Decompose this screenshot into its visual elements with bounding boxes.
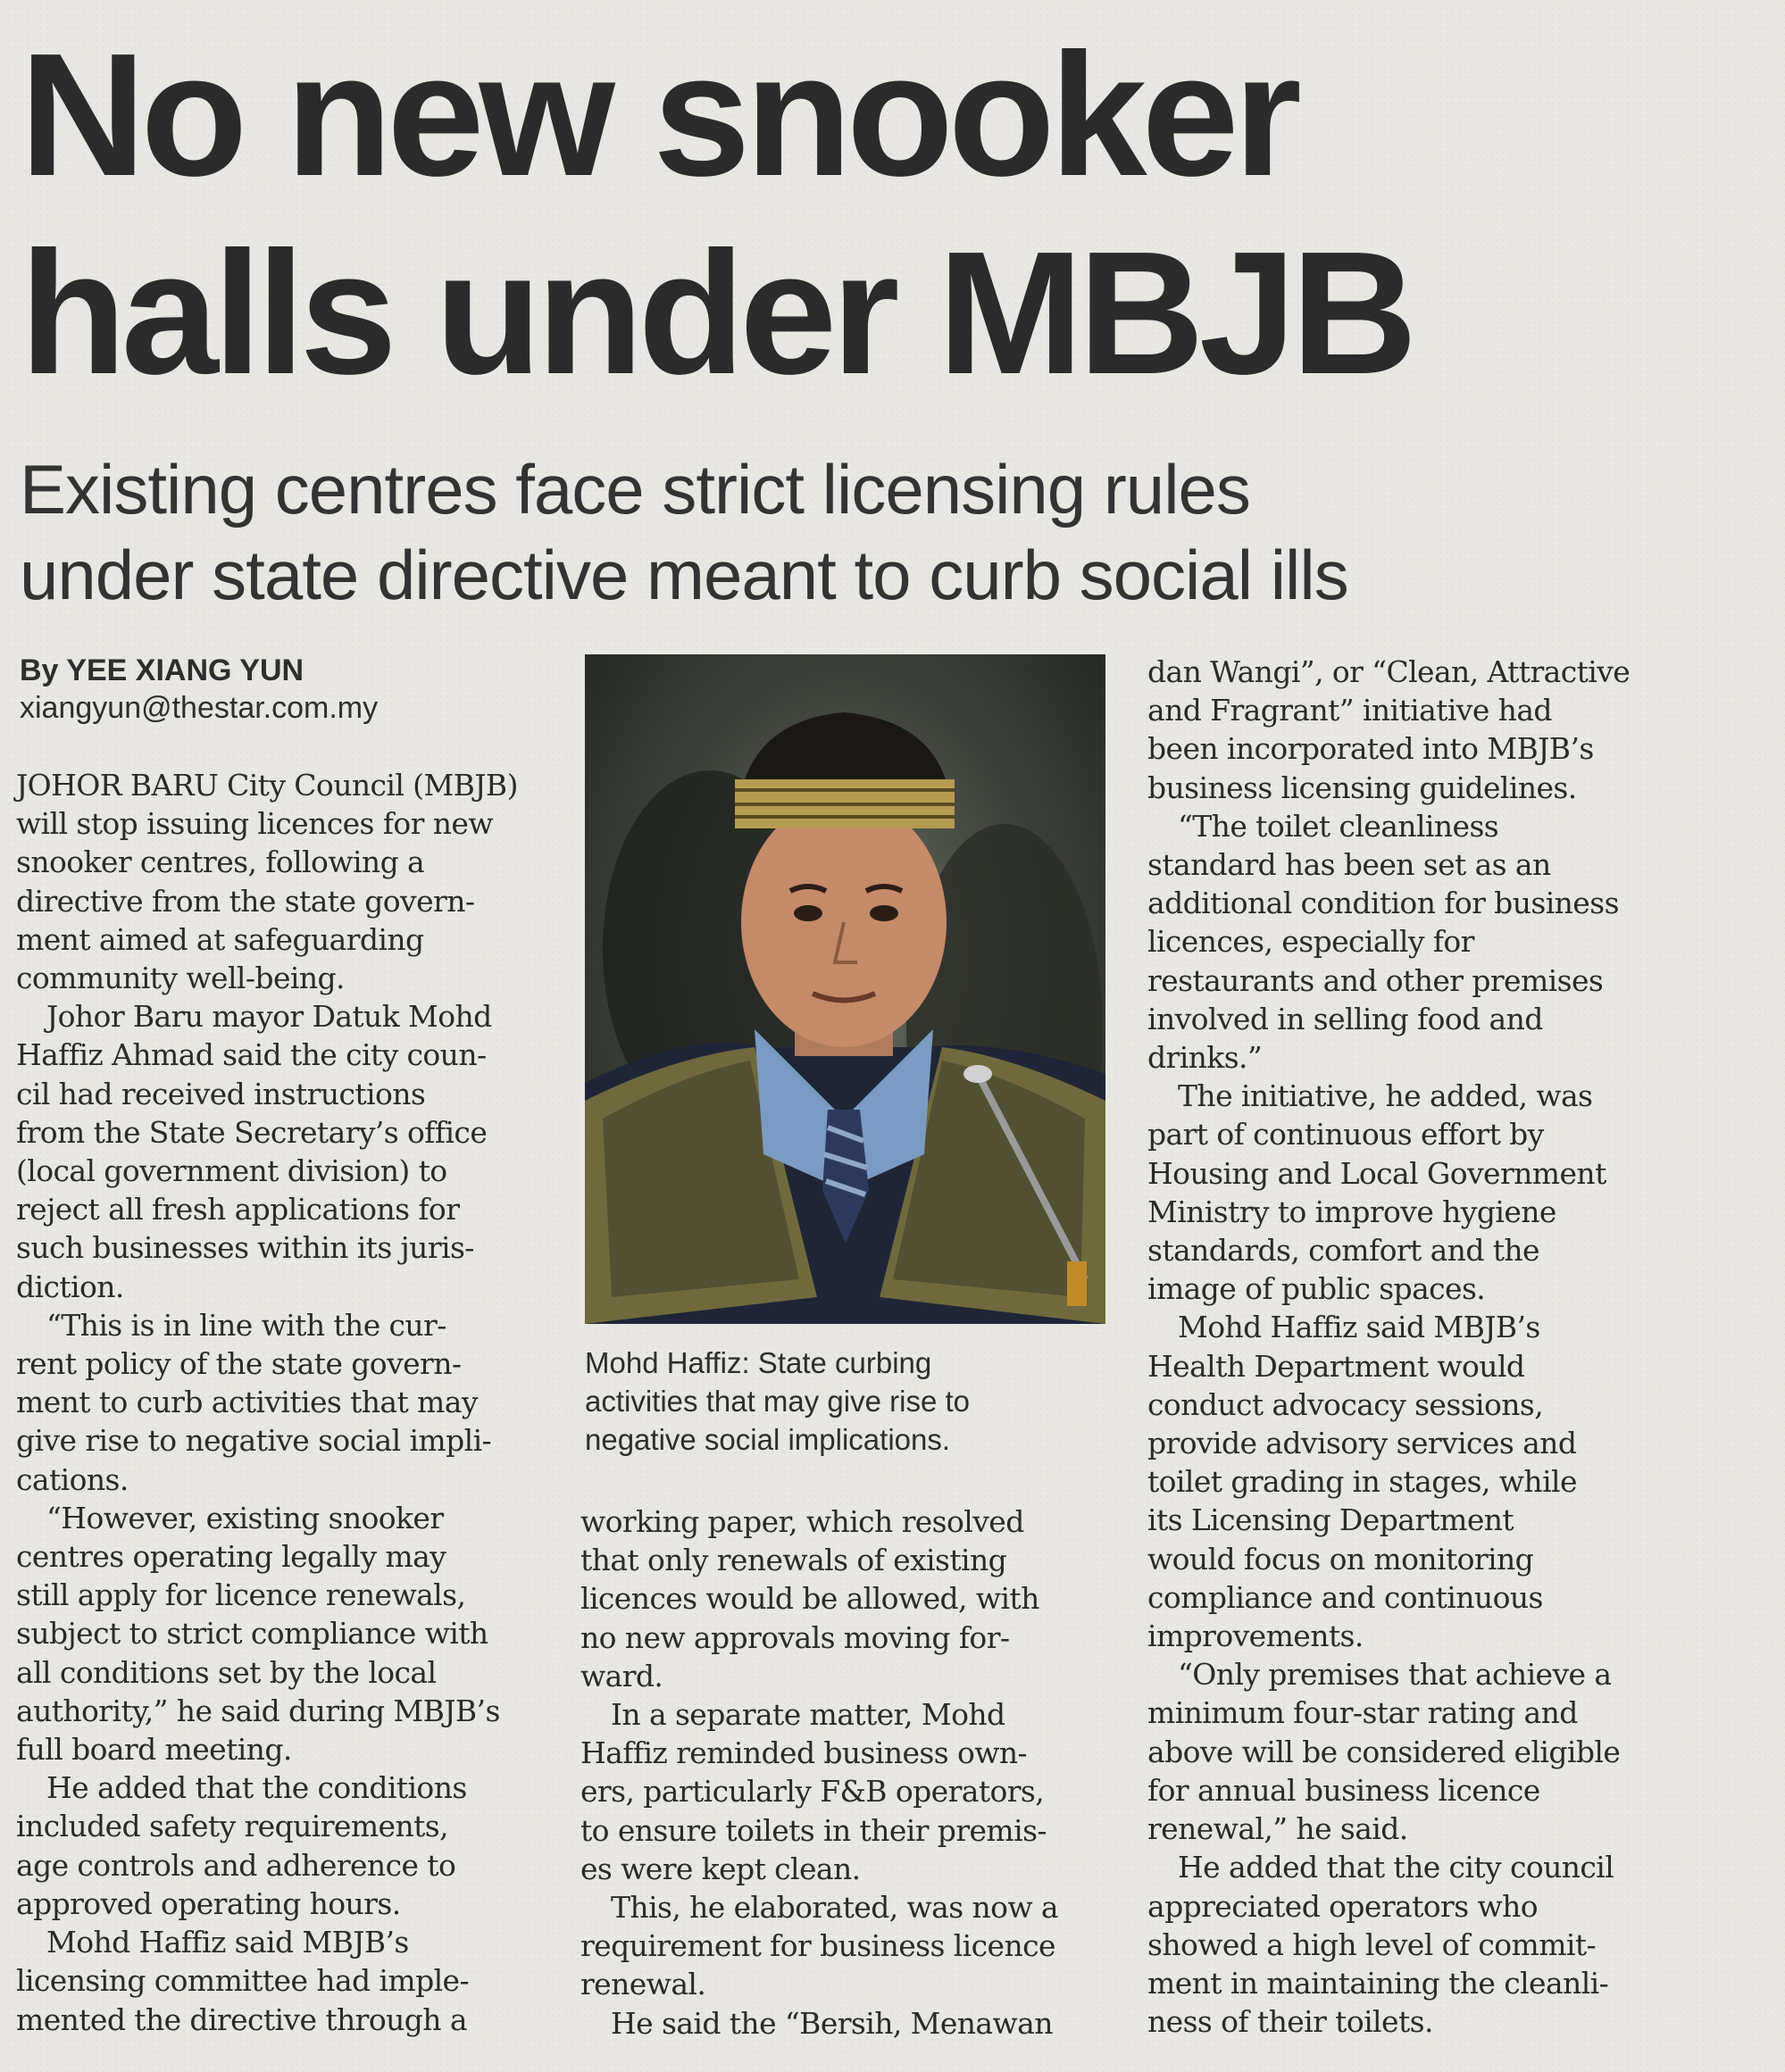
article-line: licensing committee had imple- xyxy=(16,1963,470,1999)
article-line: cations. xyxy=(16,1461,129,1497)
article-line: will stop issuing licences for new xyxy=(16,806,493,842)
article-column-1 xyxy=(16,766,552,2039)
article-line: JOHOR BARU City Council (MBJB) xyxy=(16,768,518,803)
article-line: He added that the conditions xyxy=(46,1770,467,1806)
article-line: ness of their toilets. xyxy=(1147,2004,1433,2040)
article-line: “This is in line with the cur- xyxy=(46,1307,446,1343)
article-line: image of public spaces. xyxy=(1147,1271,1486,1307)
article-line: centres operating legally may xyxy=(16,1539,446,1575)
article-line: mented the directive through a xyxy=(16,2001,467,2037)
article-line: reject all fresh applications for xyxy=(16,1192,460,1227)
headline-line-1: No new snooker xyxy=(20,17,1297,212)
article-line: es were kept clean. xyxy=(580,1851,861,1886)
article-line: been incorporated into MBJB’s xyxy=(1147,731,1594,767)
caption-line: Mohd Haffiz: State curbing xyxy=(585,1346,932,1379)
article-line: compliance and continuous xyxy=(1147,1579,1543,1615)
article-line: dan Wangi”, or “Clean, Attractive xyxy=(1147,654,1631,689)
article-line: appreciated operators who xyxy=(1147,1888,1539,1924)
article-line: business licensing guidelines. xyxy=(1147,770,1577,805)
byline xyxy=(20,652,378,727)
article-line: diction. xyxy=(16,1269,124,1304)
author-name: By YEE XIANG YUN xyxy=(20,653,304,687)
article-line: no new approvals moving for- xyxy=(580,1619,1010,1655)
article-line: included safety requirements, xyxy=(16,1809,449,1844)
article-line: above will be considered eligible xyxy=(1147,1734,1621,1769)
portrait-photo xyxy=(585,654,1105,1324)
article-line: still apply for licence renewals, xyxy=(16,1577,466,1613)
article-line: renewal. xyxy=(580,1967,706,2002)
article-line: Health Department would xyxy=(1147,1348,1525,1384)
article-line: standards, comfort and the xyxy=(1147,1233,1539,1269)
caption-line: negative social implications. xyxy=(585,1423,951,1456)
article-line: renewal,” he said. xyxy=(1147,1811,1408,1847)
article-line: full board meeting. xyxy=(16,1732,292,1768)
article-line: for annual business licence xyxy=(1147,1772,1540,1808)
article-line: minimum four-star rating and xyxy=(1147,1695,1578,1731)
article-line: approved operating hours. xyxy=(16,1885,401,1921)
article-line: and Fragrant” initiative had xyxy=(1147,693,1552,728)
subheadline-line-1: Existing centres face strict licensing rules xyxy=(20,450,1250,528)
article-line: involved in selling food and xyxy=(1147,1001,1543,1036)
article-line: Haffiz Ahmad said the city coun- xyxy=(16,1037,487,1073)
article-line: ward. xyxy=(580,1658,663,1693)
article-line: all conditions set by the local xyxy=(16,1654,437,1690)
article-line: age controls and adherence to xyxy=(16,1847,456,1883)
article-line: snooker centres, following a xyxy=(16,845,425,880)
article-line: In a separate matter, Mohd xyxy=(611,1697,1005,1733)
article-line: Haffiz reminded business own- xyxy=(580,1735,1028,1771)
headline xyxy=(20,16,1591,412)
article-line: ment aimed at safeguarding xyxy=(16,921,424,957)
photo-caption xyxy=(585,1344,1121,1459)
article-line: from the State Secretary’s office xyxy=(16,1114,488,1150)
author-email: xiangyun@thestar.com.my xyxy=(20,691,379,725)
article-line: restaurants and other premises xyxy=(1147,962,1604,998)
article-column-3 xyxy=(1147,653,1683,2041)
article-line: He said the “Bersih, Menawan xyxy=(611,2005,1053,2041)
caption-line: activities that may give rise to xyxy=(585,1385,970,1418)
article-line: Mohd Haffiz said MBJB’s xyxy=(1178,1310,1540,1345)
article-line: would focus on monitoring xyxy=(1147,1541,1534,1577)
article-line: (local government division) to xyxy=(16,1153,447,1189)
article-line: toilet grading in stages, while xyxy=(1147,1464,1577,1500)
article-line: “Only premises that achieve a xyxy=(1178,1657,1612,1693)
article-line: showed a high level of commit- xyxy=(1147,1926,1597,1962)
article-line: give rise to negative social impli- xyxy=(16,1423,492,1459)
article-line: part of continuous effort by xyxy=(1147,1117,1544,1152)
article-line: This, he elaborated, was now a xyxy=(611,1890,1058,1926)
article-line: directive from the state govern- xyxy=(16,883,475,919)
article-line: “However, existing snooker xyxy=(46,1500,444,1535)
article-line: provide advisory services and xyxy=(1147,1426,1577,1461)
article-line: ment to curb activities that may xyxy=(16,1385,478,1420)
article-line: He added that the city council xyxy=(1178,1850,1614,1885)
article-line: The initiative, he added, was xyxy=(1178,1078,1593,1114)
article-line: conduct advocacy sessions, xyxy=(1147,1386,1544,1422)
article-line: Mohd Haffiz said MBJB’s xyxy=(46,1925,409,1960)
article-line: improvements. xyxy=(1147,1618,1364,1654)
article-line: ment in maintaining the cleanli- xyxy=(1147,1965,1609,2001)
portrait-illustration xyxy=(585,654,1105,1324)
subheadline xyxy=(20,446,1538,618)
article-line: ers, particularly F&B operators, xyxy=(580,1774,1045,1810)
article-line: requirement for business licence xyxy=(580,1928,1055,1964)
subheadline-line-2: under state directive meant to curb social ills xyxy=(20,536,1348,614)
article-line: that only renewals of existing xyxy=(580,1543,1007,1578)
article-line: such businesses within its juris- xyxy=(16,1230,474,1266)
article-line: Johor Baru mayor Datuk Mohd xyxy=(46,999,492,1035)
article-line: licences, especially for xyxy=(1147,924,1474,960)
article-line: standard has been set as an xyxy=(1147,847,1551,883)
article-line: Ministry to improve hygiene xyxy=(1147,1194,1556,1229)
article-line: cil had received instructions xyxy=(16,1076,426,1111)
article-line: subject to strict compliance with xyxy=(16,1616,488,1652)
article-line: authority,” he said during MBJB’s xyxy=(16,1693,500,1728)
article-line: licences would be allowed, with xyxy=(580,1581,1039,1617)
article-line: its Licensing Department xyxy=(1147,1502,1514,1538)
article-line: Housing and Local Government xyxy=(1147,1155,1606,1191)
article-line: rent policy of the state govern- xyxy=(16,1346,462,1382)
article-line: to ensure toilets in their premis- xyxy=(580,1812,1047,1848)
article-line: drinks.” xyxy=(1147,1040,1263,1076)
article-line: working paper, which resolved xyxy=(580,1504,1024,1539)
article-line: “The toilet cleanliness xyxy=(1178,808,1499,844)
article-line: community well-being. xyxy=(16,961,345,996)
headline-line-2: halls under MBJB xyxy=(20,215,1413,411)
article-column-2 xyxy=(580,1502,1116,2043)
article-line: additional condition for business xyxy=(1147,886,1619,921)
